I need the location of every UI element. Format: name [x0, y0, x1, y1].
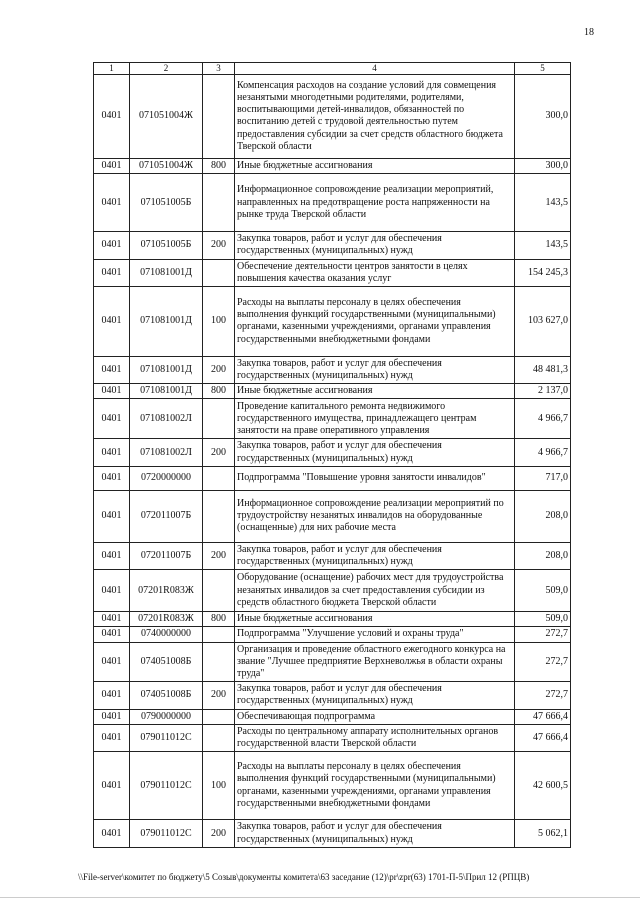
cell-section-code: 0401 [94, 709, 130, 724]
cell-description: Расходы по центральному аппарату исполнительных органов государственной власти Тверской области [235, 724, 515, 751]
cell-target-item: 0790000000 [130, 709, 203, 724]
table-row [94, 612, 571, 627]
cell-target-item: 07201R083Ж [130, 570, 203, 612]
table-row [94, 399, 571, 439]
page-number: 18 [584, 27, 594, 38]
cell-description: Иные бюджетные ассигнования [235, 158, 515, 173]
cell-expense-type: 800 [203, 158, 235, 173]
cell-amount: 47 666,4 [515, 709, 571, 724]
cell-section-code: 0401 [94, 466, 130, 490]
cell-description: Закупка товаров, работ и услуг для обеспечения государственных (муниципальных) нужд [235, 542, 515, 569]
table-header-row [94, 63, 571, 75]
cell-expense-type: 800 [203, 612, 235, 627]
cell-amount: 47 666,4 [515, 724, 571, 751]
cell-expense-type: 800 [203, 384, 235, 399]
cell-description: Организация и проведение областного ежегодного конкурса на звание "Лучшее предприятие Верхневолжья в области охраны труда" [235, 642, 515, 682]
cell-expense-type [203, 642, 235, 682]
cell-amount: 300,0 [515, 74, 571, 158]
cell-expense-type: 200 [203, 439, 235, 466]
cell-description: Закупка товаров, работ и услуг для обеспечения государственных (муниципальных) нужд [235, 682, 515, 709]
cell-amount: 208,0 [515, 490, 571, 542]
cell-section-code: 0401 [94, 356, 130, 383]
table-row [94, 466, 571, 490]
cell-section-code: 0401 [94, 490, 130, 542]
cell-section-code: 0401 [94, 174, 130, 232]
cell-amount: 272,7 [515, 627, 571, 642]
cell-section-code: 0401 [94, 286, 130, 356]
table-row [94, 174, 571, 232]
table-row [94, 74, 571, 158]
cell-section-code: 0401 [94, 399, 130, 439]
cell-description: Оборудование (оснащение) рабочих мест для трудоустройства незанятых инвалидов за счет предоставления субсидии из средств областного бюджета Тверской области [235, 570, 515, 612]
cell-amount: 272,7 [515, 642, 571, 682]
cell-expense-type: 100 [203, 286, 235, 356]
cell-section-code: 0401 [94, 158, 130, 173]
cell-expense-type [203, 259, 235, 286]
header-col-1: 1 [94, 63, 130, 75]
cell-section-code: 0401 [94, 74, 130, 158]
table-row [94, 709, 571, 724]
cell-description: Закупка товаров, работ и услуг для обеспечения государственных (муниципальных) нужд [235, 439, 515, 466]
cell-target-item: 071051004Ж [130, 158, 203, 173]
cell-target-item: 071081001Д [130, 259, 203, 286]
cell-description: Закупка товаров, работ и услуг для обеспечения государственных (муниципальных) нужд [235, 356, 515, 383]
cell-expense-type [203, 174, 235, 232]
table-row [94, 752, 571, 820]
cell-target-item: 0720000000 [130, 466, 203, 490]
cell-section-code: 0401 [94, 232, 130, 259]
cell-amount: 5 062,1 [515, 820, 571, 848]
cell-amount: 4 966,7 [515, 399, 571, 439]
cell-target-item: 071081002Л [130, 399, 203, 439]
cell-target-item: 072011007Б [130, 542, 203, 569]
cell-section-code: 0401 [94, 820, 130, 848]
cell-description: Проведение капитального ремонта недвижимого государственного имущества, принадлежащего центрам занятости на праве оперативного управления [235, 399, 515, 439]
cell-expense-type [203, 490, 235, 542]
table-row [94, 682, 571, 709]
cell-expense-type [203, 724, 235, 751]
cell-amount: 143,5 [515, 174, 571, 232]
table-row [94, 724, 571, 751]
table-row [94, 384, 571, 399]
cell-amount: 103 627,0 [515, 286, 571, 356]
table-row [94, 356, 571, 383]
cell-expense-type: 200 [203, 542, 235, 569]
cell-expense-type: 200 [203, 682, 235, 709]
cell-target-item: 071051004Ж [130, 74, 203, 158]
cell-description: Подпрограмма "Повышение уровня занятости инвалидов" [235, 466, 515, 490]
table-row [94, 232, 571, 259]
budget-table [93, 62, 571, 848]
cell-expense-type [203, 570, 235, 612]
table-row [94, 259, 571, 286]
cell-section-code: 0401 [94, 612, 130, 627]
cell-description: Информационное сопровождение реализации мероприятий, направленных на предотвращение роста напряженности на рынке труда Тверской области [235, 174, 515, 232]
cell-expense-type: 200 [203, 232, 235, 259]
cell-target-item: 072011007Б [130, 490, 203, 542]
cell-section-code: 0401 [94, 542, 130, 569]
cell-target-item: 074051008Б [130, 642, 203, 682]
header-col-2: 2 [130, 63, 203, 75]
cell-target-item: 071081001Д [130, 356, 203, 383]
cell-section-code: 0401 [94, 752, 130, 820]
cell-description: Обеспечение деятельности центров занятости в целях повышения качества оказания услуг [235, 259, 515, 286]
table-row [94, 490, 571, 542]
cell-section-code: 0401 [94, 682, 130, 709]
cell-target-item: 071081002Л [130, 439, 203, 466]
cell-amount: 42 600,5 [515, 752, 571, 820]
cell-section-code: 0401 [94, 259, 130, 286]
cell-description: Иные бюджетные ассигнования [235, 384, 515, 399]
cell-amount: 717,0 [515, 466, 571, 490]
cell-amount: 300,0 [515, 158, 571, 173]
cell-amount: 4 966,7 [515, 439, 571, 466]
cell-description: Закупка товаров, работ и услуг для обеспечения государственных (муниципальных) нужд [235, 820, 515, 848]
cell-amount: 272,7 [515, 682, 571, 709]
cell-amount: 509,0 [515, 612, 571, 627]
table-row [94, 642, 571, 682]
bottom-divider [0, 897, 640, 898]
cell-description: Закупка товаров, работ и услуг для обеспечения государственных (муниципальных) нужд [235, 232, 515, 259]
cell-description: Иные бюджетные ассигнования [235, 612, 515, 627]
cell-description: Компенсация расходов на создание условий для совмещения незанятыми многодетными родителями, родителями, воспитывающими детей-инвалидов, обязанностей по воспитанию детей с трудовой деятельностью путем предоставления субсидии за счет средств областного бюджета Тверской области [235, 74, 515, 158]
table-row [94, 570, 571, 612]
cell-description: Расходы на выплаты персоналу в целях обеспечения выполнения функций государственными (муниципальными) органами, казенными учреждениями, органами управления государственными внебюджетными фондами [235, 752, 515, 820]
cell-description: Расходы на выплаты персоналу в целях обеспечения выполнения функций государственными (муниципальными) органами, казенными учреждениями, органами управления государственными внебюджетными фондами [235, 286, 515, 356]
cell-amount: 2 137,0 [515, 384, 571, 399]
cell-section-code: 0401 [94, 570, 130, 612]
table-row [94, 542, 571, 569]
cell-target-item: 079011012С [130, 820, 203, 848]
header-col-3: 3 [203, 63, 235, 75]
cell-target-item: 074051008Б [130, 682, 203, 709]
cell-description: Подпрограмма "Улучшение условий и охраны труда" [235, 627, 515, 642]
cell-section-code: 0401 [94, 439, 130, 466]
cell-amount: 154 245,3 [515, 259, 571, 286]
cell-target-item: 071081001Д [130, 384, 203, 399]
table-row [94, 627, 571, 642]
header-col-5: 5 [515, 63, 571, 75]
cell-amount: 208,0 [515, 542, 571, 569]
table-row [94, 820, 571, 848]
cell-expense-type: 200 [203, 356, 235, 383]
cell-target-item: 071051005Б [130, 232, 203, 259]
cell-section-code: 0401 [94, 724, 130, 751]
cell-target-item: 071051005Б [130, 174, 203, 232]
footer-file-path: \\File-server\комитет по бюджету\5 Созыв\документы комитета\63 заседание (12)\pr\zpr(63) 1701-П-5\Прил 12 (РПЦВ) [78, 872, 530, 882]
cell-expense-type [203, 709, 235, 724]
table-row [94, 439, 571, 466]
table-row [94, 286, 571, 356]
cell-amount: 509,0 [515, 570, 571, 612]
cell-expense-type [203, 627, 235, 642]
cell-target-item: 07201R083Ж [130, 612, 203, 627]
cell-target-item: 0740000000 [130, 627, 203, 642]
cell-expense-type [203, 74, 235, 158]
table-row [94, 158, 571, 173]
cell-target-item: 071081001Д [130, 286, 203, 356]
cell-description: Информационное сопровождение реализации мероприятий по трудоустройству незанятых инвалидов на оборудованные (оснащенные) для них рабочие места [235, 490, 515, 542]
header-col-4: 4 [235, 63, 515, 75]
cell-expense-type: 200 [203, 820, 235, 848]
cell-target-item: 079011012С [130, 752, 203, 820]
cell-amount: 48 481,3 [515, 356, 571, 383]
cell-section-code: 0401 [94, 642, 130, 682]
cell-expense-type: 100 [203, 752, 235, 820]
cell-expense-type [203, 399, 235, 439]
cell-target-item: 079011012С [130, 724, 203, 751]
cell-section-code: 0401 [94, 384, 130, 399]
cell-amount: 143,5 [515, 232, 571, 259]
cell-section-code: 0401 [94, 627, 130, 642]
cell-description: Обеспечивающая подпрограмма [235, 709, 515, 724]
cell-expense-type [203, 466, 235, 490]
